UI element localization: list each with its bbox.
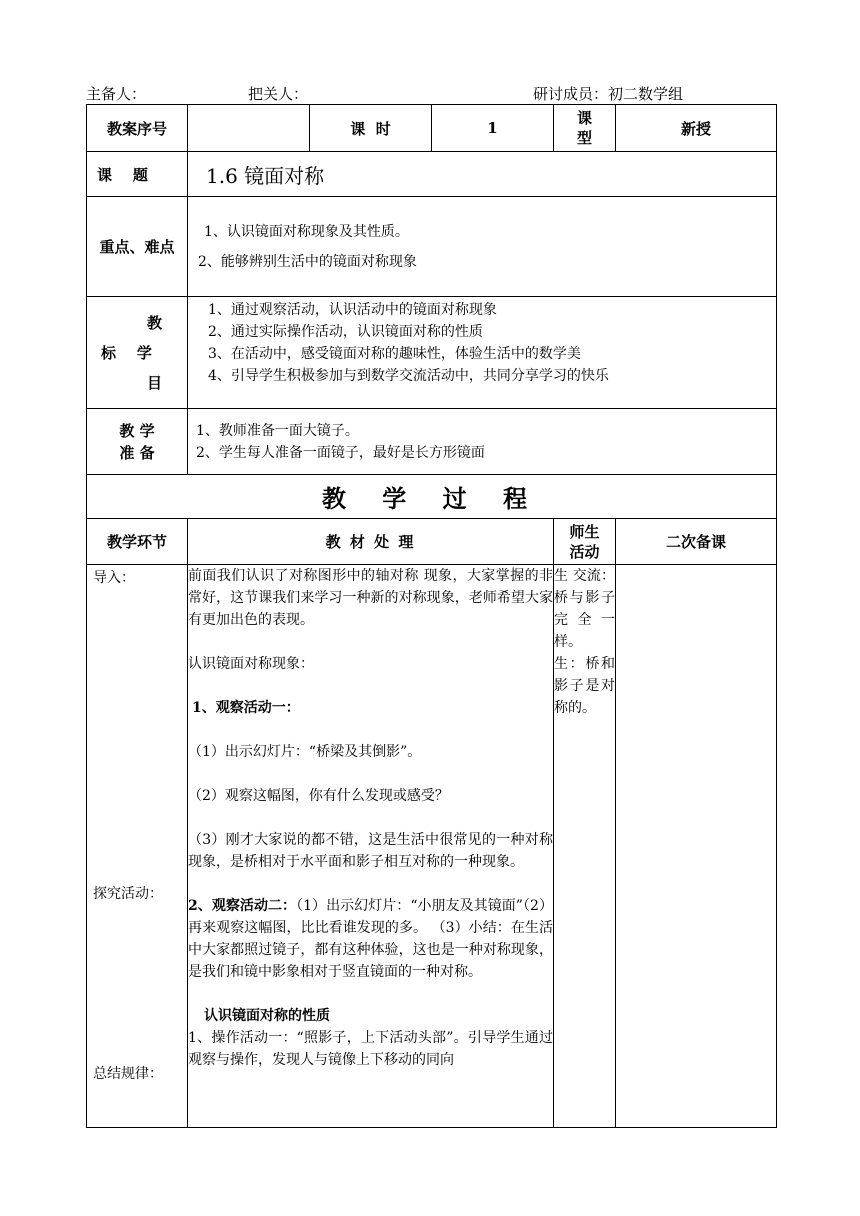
stage-summary: 总结规律： [93, 1066, 163, 1082]
type-value: 新授 [616, 105, 777, 152]
members-label: 研讨成员：初二数学组 [533, 85, 684, 103]
stage-cell [87, 565, 188, 1128]
topic-value: 1.6 镜面对称 [188, 152, 777, 197]
header-row [87, 105, 777, 152]
material-p9: 1、操作活动一：“照影子，上下活动头部”。引导学生通过观察与操作，发现人与镜像上下移动的同向 [188, 1030, 553, 1068]
type-label-line1: 课 [576, 109, 592, 127]
material-p2: 认识镜面对称现象： [188, 656, 314, 672]
col-stage: 教学环节 [87, 519, 188, 565]
material-p7-text: （1）出示幻灯片：“小朋友及其镜面”（2）再来观察这幅图，比比看谁发现的多。 （3）小结：在生活中大家都照过镜子，都有这种体验，这也是一种对称现象，是我们和镜中影象相对于竖直镜面的一种对称。 [188, 898, 553, 980]
objective-1: 1、通过观察活动，认识活动中的镜面对称现象 [208, 302, 497, 318]
prep-label-2: 准 备 [119, 443, 155, 462]
stage-intro: 导入： [93, 570, 135, 586]
material-cell [188, 565, 554, 1128]
objectives-label [87, 297, 188, 409]
type-label [554, 105, 616, 152]
process-title: 教 学 过 程 [87, 475, 777, 519]
prep-label-1: 教 学 [119, 421, 155, 440]
prep-content [188, 409, 777, 475]
objective-2: 2、通过实际操作活动，认识镜面对称的性质 [208, 324, 483, 340]
objectives-label-2: 标 学 [101, 343, 152, 362]
material-p3: 1、观察活动一： [192, 700, 300, 716]
stage-explore: 探究活动： [93, 886, 163, 902]
preparer-label: 主备人： [86, 85, 147, 103]
objectives-content [188, 297, 777, 409]
col-second-prep: 二次备课 [616, 519, 777, 565]
objective-4: 4、引导学生积极参加与到数学交流活动中，共同分享学习的快乐 [208, 368, 609, 384]
prep-item-2: 2、学生每人准备一面镜子，最好是长方形镜面 [196, 444, 485, 461]
checker-label: 把关人： [248, 85, 309, 103]
plan-no-label: 教案序号 [87, 105, 188, 152]
process-title-row [87, 475, 777, 519]
objective-3: 3、在活动中，感受镜面对称的趣味性，体验生活中的数学美 [208, 346, 581, 362]
second-prep-cell [616, 565, 777, 1128]
key-points-row [87, 197, 777, 297]
prep-label [87, 409, 188, 475]
topic-row [87, 152, 777, 197]
prep-row [87, 409, 777, 475]
type-label-line2: 型 [576, 129, 592, 147]
column-header-row [87, 519, 777, 565]
objectives-label-3: 目 [147, 373, 163, 392]
material-p7 [188, 895, 553, 983]
key-point-2: 2、能够辨别生活中的镜面对称现象 [198, 253, 417, 270]
activity-2: 生：桥和影子是对称的。 [554, 656, 615, 716]
material-p1: 前面我们认识了对称图形中的轴对称 现象，大家掌握的非常好，这节课我们来学习一种新的对称现象，老师希望大家有更加出色的表现。 [188, 568, 553, 628]
col-material: 教 材 处 理 [188, 519, 554, 565]
material-p7-bold: 2、观察活动二： [188, 898, 297, 914]
plan-no-value [188, 105, 310, 152]
activity-cell [554, 565, 616, 1128]
material-p6: （3）刚才大家说的都不错，这是生活中很常见的一种对称现象，是桥相对于水平面和影子相互对称的一种现象。 [188, 832, 553, 870]
col-activity-2: 活动 [569, 542, 600, 561]
period-label: 课 时 [310, 105, 432, 152]
content-row [87, 565, 777, 1128]
topic-label: 课 题 [87, 152, 188, 197]
col-activity [554, 519, 616, 565]
key-points-content [188, 197, 777, 297]
objectives-label-1: 教 [147, 313, 163, 332]
key-points-label: 重点、难点 [87, 197, 188, 297]
activity-1: 生 交流：桥与影子完全一样。 [554, 568, 615, 650]
col-activity-1: 师生 [569, 522, 600, 541]
objectives-row [87, 297, 777, 409]
lesson-plan-table [86, 104, 777, 1128]
key-point-1: 1、认识镜面对称现象及其性质。 [204, 223, 409, 240]
prep-item-1: 1、教师准备一面大镜子。 [196, 422, 359, 439]
material-p4: （1）出示幻灯片：“桥梁及其倒影”。 [188, 744, 422, 760]
material-p8: 认识镜面对称的性质 [204, 1008, 330, 1024]
period-value: 1 [432, 105, 554, 152]
material-p5: （2）观察这幅图，你有什么发现或感受？ [188, 788, 449, 804]
